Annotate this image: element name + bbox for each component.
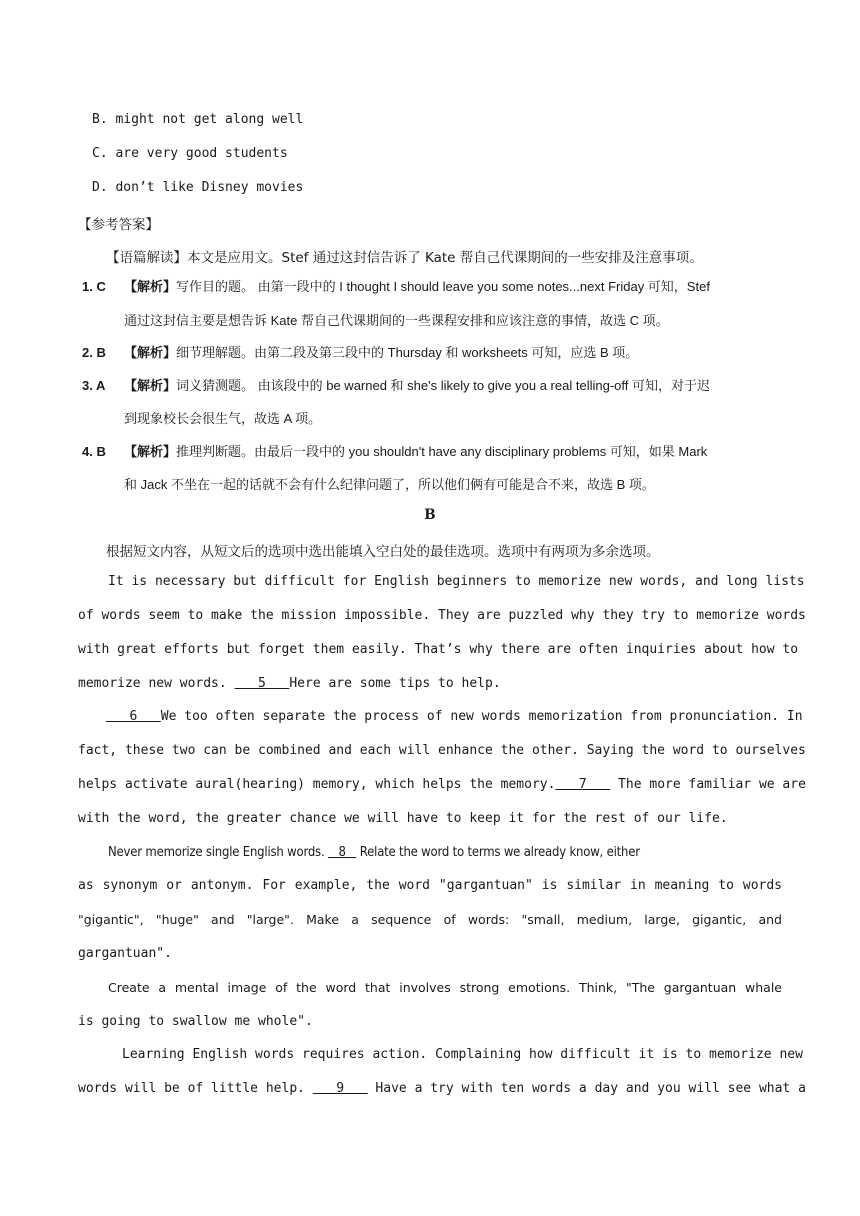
answer-1-cont: 通过这封信主要是想告诉 Kate 帮自己代课期间的一些课程安排和应该注意的事情，故选 C 项。 xyxy=(124,313,669,328)
passage-line: gargantuan". xyxy=(78,946,172,961)
passage-text: Here are some tips to help. xyxy=(289,676,501,691)
blank-8: 8 xyxy=(327,845,357,860)
answer-4 xyxy=(82,441,707,460)
blank-7: 7 xyxy=(555,777,611,792)
passage-line: "gigantic", "huge" and "large". Make a sequence of words: "small, medium, large, gigantic, and xyxy=(78,912,782,927)
answer-2 xyxy=(82,342,638,361)
answer-text: 写作目的题。 由第一段中的 I thought I should leave you some notes...next Friday 可知，Stef xyxy=(176,279,710,294)
passage-text: The more familiar we are xyxy=(610,777,806,792)
answer-text: 细节理解题。由第二段及第三段中的 Thursday 和 worksheets 可知，应选 B 项。 xyxy=(176,345,639,360)
passage-text: memorize new words. xyxy=(78,676,235,691)
passage-line: It is necessary but difficult for English beginners to memorize new words, and long lists xyxy=(108,574,805,589)
passage-line xyxy=(78,676,782,691)
section-title: B xyxy=(424,507,436,523)
answer-tag: 【解析】 xyxy=(124,345,177,360)
blank-5: 5 xyxy=(234,676,290,691)
answer-heading: 【参考答案】 xyxy=(78,217,159,233)
passage-text: words will be of little help. xyxy=(78,1081,313,1096)
answer-text: 词义猜测题。 由该段中的 be warned 和 she's likely to give you a real telling-off 可知，对于迟 xyxy=(176,378,710,393)
passage-line xyxy=(78,777,806,792)
passage-line: fact, these two can be combined and each will enhance the other. Saying the word to ourselves xyxy=(78,743,806,758)
answer-tag: 【解析】 xyxy=(124,378,177,393)
passage-text: We too often separate the process of new words memorization from pronunciation. In xyxy=(160,709,803,724)
passage-text: Have a try with ten words a day and you will see what a xyxy=(367,1081,806,1096)
answer-number: 2. B xyxy=(82,345,106,360)
passage-line: Create a mental image of the word that involves strong emotions. Think, "The gargantuan whale xyxy=(108,980,782,995)
passage-line: as synonym or antonym. For example, the word "gargantuan" is similar in meaning to words xyxy=(78,878,782,893)
answer-tag: 【解析】 xyxy=(124,444,177,459)
option-c: C. are very good students xyxy=(92,146,288,161)
answer-number: 3. A xyxy=(82,378,106,393)
passage-text: Relate the word to terms we already know, either xyxy=(356,845,640,860)
instructions: 根据短文内容，从短文后的选项中选出能填入空白处的最佳选项。选项中有两项为多余选项。 xyxy=(106,544,660,560)
passage-line xyxy=(78,1081,806,1096)
option-b: B. might not get along well xyxy=(92,112,304,127)
answer-number: 4. B xyxy=(82,444,106,459)
passage-text: helps activate aural(hearing) memory, which helps the memory. xyxy=(78,777,556,792)
answer-3 xyxy=(82,375,710,394)
answer-4-cont: 和 Jack 不坐在一起的话就不会有什么纪律问题了，所以他们俩有可能是合不来，故选 B 项。 xyxy=(124,477,655,492)
passage-analysis: 【语篇解读】本文是应用文。Stef 通过这封信告诉了 Kate 帮自己代课期间的一些安排及注意事项。 xyxy=(106,250,703,266)
passage-line xyxy=(106,709,803,724)
passage-line: with the word, the greater chance we will have to keep it for the rest of our life. xyxy=(78,811,728,826)
passage-line xyxy=(108,845,782,860)
passage-line: with great efforts but forget them easily. That’s why there are often inquiries about how to xyxy=(78,642,799,657)
answer-1 xyxy=(82,276,710,295)
answer-3-cont: 到现象校长会很生气，故选 A 项。 xyxy=(124,411,322,426)
blank-6: 6 xyxy=(106,709,161,724)
answer-number: 1. C xyxy=(82,279,106,294)
passage-line: Learning English words requires action. Complaining how difficult it is to memorize new xyxy=(122,1047,803,1062)
answer-text: 推理判断题。由最后一段中的 you shouldn't have any disciplinary problems 可知，如果 Mark xyxy=(176,444,708,459)
passage-text: Never memorize single English words. xyxy=(108,845,328,860)
passage-line: of words seem to make the mission impossible. They are puzzled why they try to memorize words xyxy=(78,608,806,623)
answer-tag: 【解析】 xyxy=(124,279,177,294)
passage-line: is going to swallow me whole". xyxy=(78,1014,313,1029)
blank-9: 9 xyxy=(312,1081,368,1096)
option-d: D. don’t like Disney movies xyxy=(92,180,304,195)
